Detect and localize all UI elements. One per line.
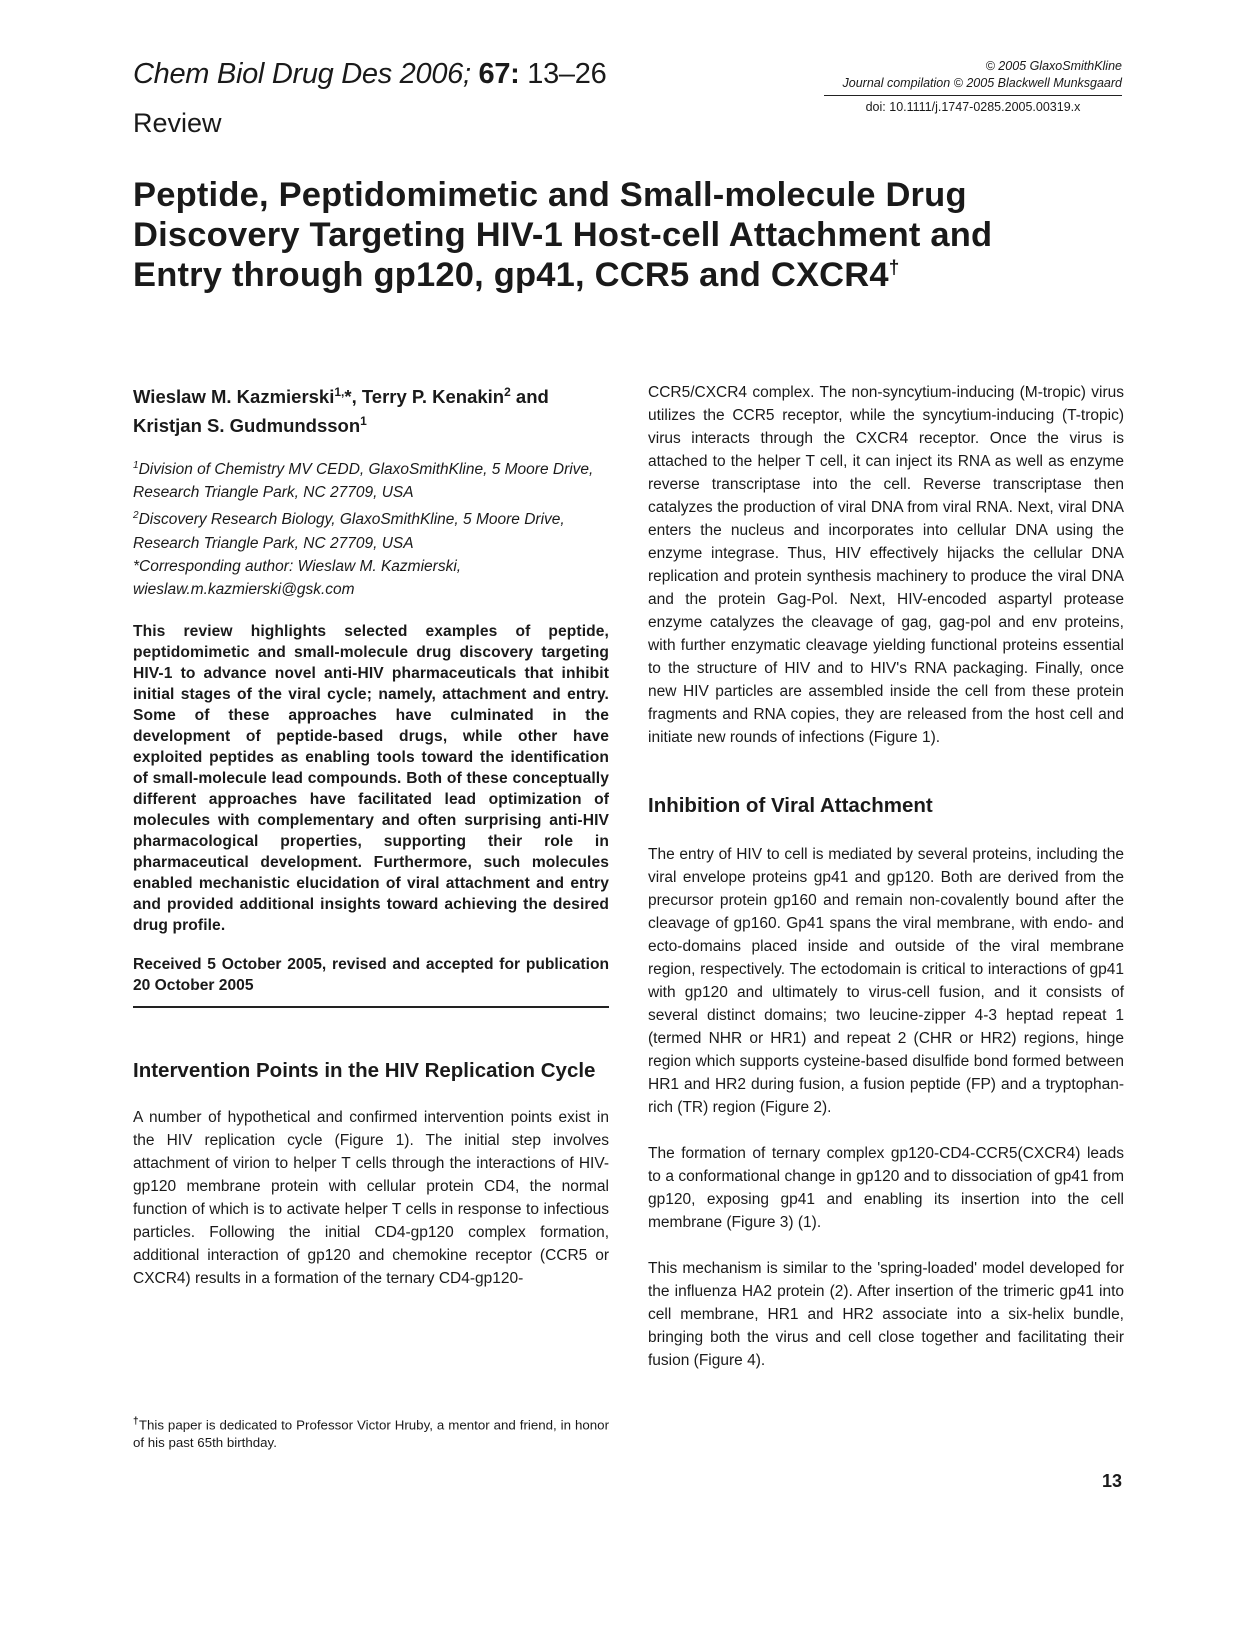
journal-name: Chem Biol Drug Des 2006;: [133, 58, 479, 90]
affiliation-1-number: 1: [133, 460, 139, 472]
article-type: Review: [133, 108, 222, 138]
intervention-paragraph-continued: CCR5/CXCR4 complex. The non-syncytium-inducing (M-tropic) virus utilizes the CCR5 receptor, while the syncytium-inducing (T-tropic) virus interacts through the CXCR4 receptor. Once the virus is attached to the helper T cell, it can inject its RNA as well as enzyme reverse transcriptase into the cell. Reverse transcriptase then catalyzes the production of viral DNA from viral RNA. Next, viral DNA enters the nucleus and incorporates into cellular DNA using the enzyme integrase. Thus, HIV effectively hijacks the cellular DNA replication and protein synthesis machinery to produce the viral DNA and the protein Gag-Pol. Next, HIV-encoded aspartyl protease enzyme catalyzes the cleavage of gag, gag-pol and env proteins, with further enzymatic cleavage yielding functional proteins essential to the structure of HIV and to HIV's RNA packaging. Finally, once new HIV particles are assembled inside the cell from these protein fragments and RNA copies, they are released from the host cell and initiate new rounds of infections (Figure 1).: [648, 384, 1124, 746]
author-1-affil: 1,: [334, 385, 345, 399]
article-title: [133, 175, 1063, 295]
inhibition-paragraph-2: The formation of ternary complex gp120-CD4-CCR5(CXCR4) leads to a conformational change in gp120 and to dissociation of gp41 from gp120, exposing gp41 and enabling its insertion into the cell membrane (Figure 3) (1).: [648, 1145, 1124, 1231]
affiliation-1-text: Division of Chemistry MV CEDD, GlaxoSmithKline, 5 Moore Drive, Research Triangle Park, NC 27709, USA: [133, 461, 594, 502]
copyright-block: [824, 58, 1122, 116]
left-column: [133, 380, 609, 1290]
affiliation-2-text: Discovery Research Biology, GlaxoSmithKline, 5 Moore Drive, Research Triangle Park, NC 27709, USA: [133, 511, 565, 552]
abstract: This review highlights selected examples of peptide, peptidomimetic and small-molecule drug discovery targeting HIV-1 to advance novel anti-HIV pharmaceuticals that inhibit initial stages of the viral cycle; namely, attachment and entry. Some of these approaches have culminated in the development of peptide-based drugs, while other have exploited peptides as enabling tools toward the identification of small-molecule lead compounds. Both of these conceptually different approaches have facilitated lead optimization of molecules with complementary and often surprising anti-HIV pharmacological properties, supporting their role in pharmaceutical development. Furthermore, such molecules enabled mechanistic elucidation of viral attachment and entry and provided additional insights toward achieving the desired drug profile.: [133, 622, 609, 934]
section-heading-inhibition: Inhibition of Viral Attachment: [648, 794, 933, 817]
author-1-star: *: [344, 386, 352, 408]
affiliation-2-number: 2: [133, 510, 139, 522]
affiliation-2: [133, 504, 609, 554]
title-dagger: †: [888, 257, 900, 279]
journal-pages: 13–26: [519, 58, 607, 90]
inhibition-paragraph-3: This mechanism is similar to the 'spring-loaded' model developed for the influenza HA2 protein (2). After insertion of the trimeric gp41 into cell membrane, HR1 and HR2 associate into a six-helix bundle, bringing both the virus and cell close together and facilitating their fusion (Figure 4).: [648, 1260, 1124, 1369]
dedication-footnote: [133, 1413, 609, 1452]
abstract-divider: [133, 1006, 609, 1008]
author-list: [133, 380, 609, 438]
title-text: Peptide, Peptidomimetic and Small-molecule Drug Discovery Targeting HIV-1 Host-cell Attachment and Entry through gp120, gp41, CCR5 and CXCR4: [133, 176, 993, 294]
journal-volume: 67:: [478, 58, 520, 90]
intervention-paragraph: A number of hypothetical and confirmed intervention points exist in the HIV replication cycle (Figure 1). The initial step involves attachment of virion to helper T cells through the interactions of HIV-gp120 membrane protein with cellular protein CD4, the normal function of which is to activate helper T cells in response to infectious particles. Following the initial CD4-gp120 complex formation, additional interaction of gp120 and chemokine receptor (CCR5 or CXCR4) results in a formation of the ternary CD4-gp120-: [133, 1108, 609, 1287]
compilation-line: Journal compilation © 2005 Blackwell Munksgaard: [842, 76, 1122, 90]
footnote-text: This paper is dedicated to Professor Victor Hruby, a mentor and friend, in honor of his past 65th birthday.: [133, 1417, 610, 1451]
page-number: 13: [1101, 1471, 1122, 1491]
section-heading-intervention: Intervention Points in the HIV Replication Cycle: [133, 1058, 596, 1082]
right-column: [648, 381, 1124, 1372]
author-3-affil: 1: [360, 414, 367, 429]
received-dates: Received 5 October 2005, revised and accepted for publication 20 October 2005: [133, 955, 609, 994]
author-3: and Kristjan S. Gudmundsson: [133, 386, 549, 437]
copyright-line: © 2005 GlaxoSmithKline: [985, 59, 1122, 73]
footnote-mark: †: [133, 1416, 139, 1427]
corresponding-author: *Corresponding author: Wieslaw M. Kazmierski, wieslaw.m.kazmierski@gsk.com: [133, 557, 462, 598]
author-1: Wieslaw M. Kazmierski: [133, 386, 335, 408]
affiliation-1: [133, 454, 609, 504]
doi: doi: 10.1111/j.1747-0285.2005.00319.x: [824, 95, 1122, 116]
journal-citation: [133, 58, 606, 91]
inhibition-paragraph-1: The entry of HIV to cell is mediated by several proteins, including the viral envelope proteins gp41 and gp120. Both are derived from the precursor protein gp160 and remain non-covalently bound after the cleavage of gp160. Gp41 spans the viral membrane, with endo- and ecto-domains placed inside and outside of the viral membrane region, respectively. The ectodomain is critical to interactions of gp41 with gp120 and ultimately to virus-cell fusion, and it consists of several distinct domains; two leucine-zipper 4-3 heptad repeat 1 (termed NHR or HR1) and repeat 2 (CHR or HR2) regions, hinge region which supports cysteine-based disulfide bond formed between HR1 and HR2 during fusion, a fusion peptide (FP) and a tryptophan-rich (TR) region (Figure 2).: [648, 846, 1124, 1116]
author-2: , Terry P. Kenakin: [351, 386, 505, 408]
author-2-affil: 2: [504, 385, 511, 399]
